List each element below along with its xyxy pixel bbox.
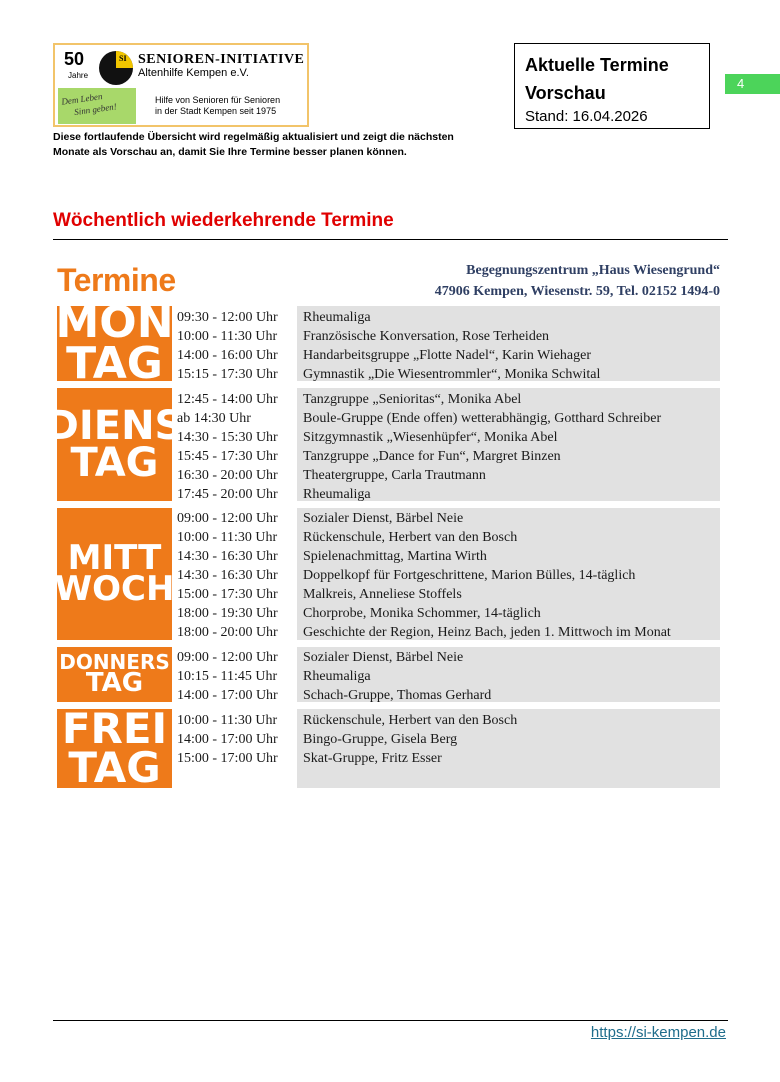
day-label-line1: DIENS xyxy=(45,402,184,449)
termine-title: Termine xyxy=(57,262,176,298)
logo-org-name: SENIOREN-INITIATIVE xyxy=(138,52,305,67)
day-label-line1: MITT xyxy=(67,537,162,578)
schedule-time: 16:30 - 20:00 Uhr xyxy=(177,468,278,483)
schedule-event: Malkreis, Anneliese Stoffels xyxy=(303,587,462,602)
schedule-event: Rheumaliga xyxy=(303,310,371,325)
logo-tagline xyxy=(155,95,280,117)
venue-info xyxy=(435,260,720,302)
schedule-row xyxy=(177,625,717,644)
logo-org-sub: Altenhilfe Kempen e.V. xyxy=(138,67,249,79)
schedule-event: Gymnastik „Die Wiesentrommler“, Monika Schwital xyxy=(303,367,601,382)
schedule-time: 09:30 - 12:00 Uhr xyxy=(177,310,278,325)
schedule-time: 14:00 - 17:00 Uhr xyxy=(177,732,278,747)
schedule-row xyxy=(177,732,717,751)
day-block xyxy=(55,297,720,389)
schedule-row xyxy=(177,568,717,587)
schedule-time: 15:15 - 17:30 Uhr xyxy=(177,367,278,382)
header-box xyxy=(514,43,710,129)
schedule-row xyxy=(177,530,717,549)
schedule-row xyxy=(177,430,717,449)
logo-emblem-icon xyxy=(99,51,133,85)
logo-motto xyxy=(58,88,136,124)
logo-years-label: Jahre xyxy=(68,71,89,80)
page-number-badge: 4 xyxy=(725,74,780,94)
schedule-time: 14:30 - 16:30 Uhr xyxy=(177,568,278,583)
schedule-time: 14:00 - 16:00 Uhr xyxy=(177,348,278,363)
day-label-line2: TAG xyxy=(70,439,159,486)
schedule-event: Chorprobe, Monika Schommer, 14-täglich xyxy=(303,606,541,621)
header-title-line2: Vorschau xyxy=(525,83,606,103)
logo xyxy=(53,43,309,127)
schedule-event: Rheumaliga xyxy=(303,487,371,502)
intro-text: Diese fortlaufende Übersicht wird regelmäßig aktualisiert und zeigt die nächsten Monate als Vorschau an, damit Sie Ihre Termine besser planen können. xyxy=(53,131,454,158)
schedule-time: 10:00 - 11:30 Uhr xyxy=(177,329,278,344)
day-label-line1: FREI xyxy=(61,703,168,753)
logo-emblem-text: SI xyxy=(119,54,127,63)
day-label xyxy=(55,297,174,389)
schedule-time: 09:00 - 12:00 Uhr xyxy=(177,650,278,665)
header-stand: Stand: 16.04.2026 xyxy=(525,108,648,125)
schedule-row xyxy=(177,367,717,386)
schedule-row xyxy=(177,487,717,506)
schedule-row xyxy=(177,348,717,367)
schedule-row xyxy=(177,329,717,348)
day-label-line2: TAG xyxy=(66,337,163,389)
schedule-time: 18:00 - 19:30 Uhr xyxy=(177,606,278,621)
schedule-event: Sitzgymnastik „Wiesenhüpfer“, Monika Abel xyxy=(303,430,558,445)
logo-motto-line2: Sinn geben! xyxy=(73,101,118,118)
schedule-row xyxy=(177,449,717,468)
schedule-row xyxy=(177,411,717,430)
schedule-row xyxy=(177,713,717,732)
day-label-line1: MON xyxy=(55,297,174,349)
schedule-time: 12:45 - 14:00 Uhr xyxy=(177,392,278,407)
schedule-event: Rückenschule, Herbert van den Bosch xyxy=(303,713,518,728)
schedule-time: 15:00 - 17:00 Uhr xyxy=(177,751,278,766)
schedule-row xyxy=(177,688,717,707)
logo-years: 50 xyxy=(64,49,85,69)
schedule-event: Bingo-Gruppe, Gisela Berg xyxy=(303,732,458,747)
schedule-row xyxy=(177,468,717,487)
schedule-time: 10:15 - 11:45 Uhr xyxy=(177,669,278,684)
schedule-event: Boule-Gruppe (Ende offen) wetterabhängig, Gotthard Schreiber xyxy=(303,411,662,426)
schedule-event: Rückenschule, Herbert van den Bosch xyxy=(303,530,518,545)
day-label xyxy=(57,703,172,792)
schedule-event: Spielenachmittag, Martina Wirth xyxy=(303,549,487,564)
logo-tagline-line2: in der Stadt Kempen seit 1975 xyxy=(155,106,277,116)
schedule-event: Sozialer Dienst, Bärbel Neie xyxy=(303,650,464,665)
schedule-time: 17:45 - 20:00 Uhr xyxy=(177,487,278,502)
header-title-line1: Aktuelle Termine xyxy=(525,55,669,75)
schedule-time: 09:00 - 12:00 Uhr xyxy=(177,511,278,526)
schedule-event: Französische Konversation, Rose Terheiden xyxy=(303,329,550,344)
schedule-event: Tanzgruppe „Dance for Fun“, Margret Binzen xyxy=(303,449,561,464)
logo-motto-line1: Dem Leben xyxy=(60,91,103,107)
day-label xyxy=(57,647,172,702)
day-label-line2: TAG xyxy=(68,742,161,792)
schedule-event: Geschichte der Region, Heinz Bach, jeden 1. Mittwoch im Monat xyxy=(303,625,671,640)
schedule-time: 14:30 - 15:30 Uhr xyxy=(177,430,278,445)
day-label-line1: DONNERS xyxy=(59,650,170,675)
schedule-row xyxy=(177,606,717,625)
day-block xyxy=(57,703,720,792)
schedule-time: 14:00 - 17:00 Uhr xyxy=(177,688,278,703)
schedule-row xyxy=(177,669,717,688)
schedule-time: 15:45 - 17:30 Uhr xyxy=(177,449,278,464)
day-label-line2: TAG xyxy=(85,667,144,698)
day-block xyxy=(45,388,720,502)
schedule-event: Skat-Gruppe, Fritz Esser xyxy=(303,751,442,766)
schedule-time: 10:00 - 11:30 Uhr xyxy=(177,530,278,545)
schedule-event: Schach-Gruppe, Thomas Gerhard xyxy=(303,688,492,703)
section-heading: Wöchentlich wiederkehrende Termine xyxy=(53,210,394,231)
schedule-time: 10:00 - 11:30 Uhr xyxy=(177,713,278,728)
day-label-line2: WOCH xyxy=(54,569,175,609)
schedule-time: ab 14:30 Uhr xyxy=(177,411,251,426)
schedule-event: Handarbeitsgruppe „Flotte Nadel“, Karin Wiehager xyxy=(303,348,592,363)
schedule-event: Tanzgruppe „Senioritas“, Monika Abel xyxy=(303,392,522,407)
heading-divider xyxy=(53,239,728,240)
day-label xyxy=(45,388,184,501)
day-block xyxy=(57,647,720,702)
schedule-row xyxy=(177,751,717,770)
footer-link[interactable]: https://si-kempen.de xyxy=(590,1024,726,1041)
day-block xyxy=(54,508,720,640)
schedule-row xyxy=(177,587,717,606)
schedule-time: 14:30 - 16:30 Uhr xyxy=(177,549,278,564)
venue-line2: 47906 Kempen, Wiesenstr. 59, Tel. 02152 1494-0 xyxy=(434,284,720,299)
schedule-time: 15:00 - 17:30 Uhr xyxy=(177,587,278,602)
day-label xyxy=(54,508,175,640)
schedule-event: Sozialer Dienst, Bärbel Neie xyxy=(303,511,464,526)
schedule-row xyxy=(177,511,717,530)
schedule-row xyxy=(177,392,717,411)
schedule-row xyxy=(177,650,717,669)
schedule-row xyxy=(177,549,717,568)
schedule-row xyxy=(177,310,717,329)
footer-divider xyxy=(53,1020,728,1021)
schedule-event: Doppelkopf für Fortgeschrittene, Marion Bülles, 14-täglich xyxy=(303,568,636,583)
schedule-time: 18:00 - 20:00 Uhr xyxy=(177,625,278,640)
logo-tagline-line1: Hilfe von Senioren für Senioren xyxy=(155,95,281,105)
venue-line1: Begegnungszentrum „Haus Wiesengrund“ xyxy=(466,263,720,278)
schedule-event: Theatergruppe, Carla Trautmann xyxy=(303,468,486,483)
schedule-event: Rheumaliga xyxy=(303,669,371,684)
